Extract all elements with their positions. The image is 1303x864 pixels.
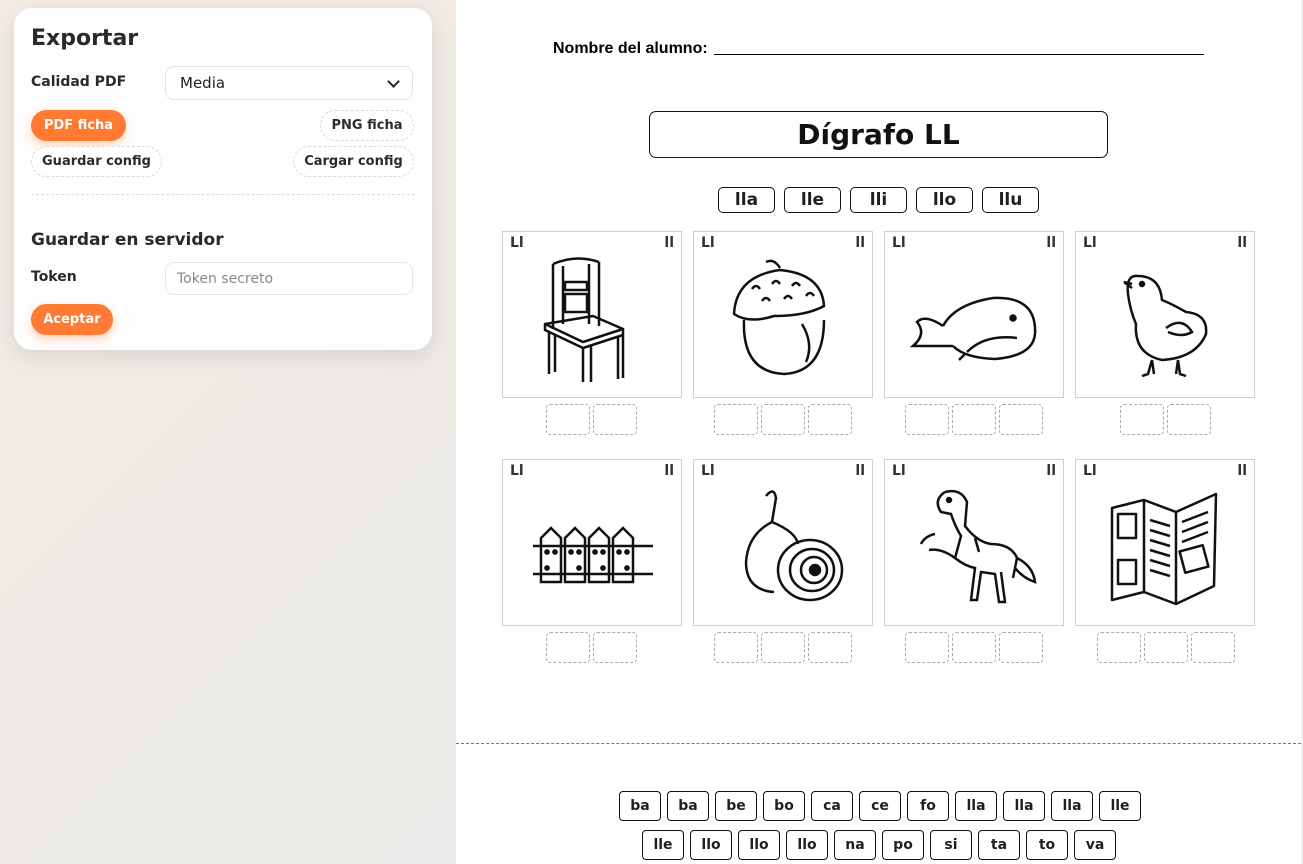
answer-boxes <box>905 632 1043 663</box>
uppercase-tag: Ll <box>892 235 906 251</box>
uppercase-tag: Ll <box>701 463 715 479</box>
letter-box[interactable] <box>999 404 1043 435</box>
uppercase-tag: Ll <box>1083 463 1097 479</box>
token-input[interactable] <box>165 262 413 295</box>
picture-card <box>884 231 1064 398</box>
accept-button[interactable]: Aceptar <box>31 304 113 335</box>
letter-box[interactable] <box>808 404 852 435</box>
letter-box[interactable] <box>905 404 949 435</box>
answer-boxes <box>1097 632 1235 663</box>
letter-box[interactable] <box>1144 632 1188 663</box>
answer-boxes <box>714 404 852 435</box>
letter-box[interactable] <box>1097 632 1141 663</box>
syllable-chip[interactable]: be <box>715 791 757 821</box>
syllable-chip: lla <box>718 187 775 213</box>
token-label: Token <box>31 269 77 285</box>
syllable-chip[interactable]: llo <box>738 830 780 860</box>
panel-divider <box>31 194 415 195</box>
quality-value: Media <box>180 74 226 92</box>
whale-icon <box>905 254 1045 389</box>
letter-box[interactable] <box>593 404 637 435</box>
lowercase-tag: ll <box>1046 463 1056 479</box>
load-config-button[interactable]: Cargar config <box>293 146 414 177</box>
worksheet <box>456 0 1301 864</box>
letter-box[interactable] <box>1167 404 1211 435</box>
syllable-chip[interactable]: si <box>930 830 972 860</box>
picture-card <box>502 459 682 626</box>
lowercase-tag: ll <box>1046 235 1056 251</box>
chair-icon <box>523 254 663 389</box>
letter-box[interactable] <box>546 632 590 663</box>
syllable-chip[interactable]: va <box>1074 830 1116 860</box>
lowercase-tag: ll <box>855 463 865 479</box>
syllable-chip[interactable]: lla <box>1003 791 1045 821</box>
export-panel <box>14 8 432 350</box>
letter-box[interactable] <box>1191 632 1235 663</box>
lowercase-tag: ll <box>664 463 674 479</box>
syllable-chip[interactable]: lla <box>1051 791 1093 821</box>
horse-icon <box>905 482 1045 617</box>
letter-box[interactable] <box>714 632 758 663</box>
chevron-down-icon <box>387 75 400 88</box>
syllable-chip: llo <box>916 187 973 213</box>
png-ficha-button[interactable]: PNG ficha <box>320 110 414 141</box>
lowercase-tag: ll <box>1237 463 1247 479</box>
letter-box[interactable] <box>952 632 996 663</box>
quality-select[interactable] <box>165 66 413 100</box>
syllable-chip[interactable]: ba <box>667 791 709 821</box>
student-name-line <box>714 54 1204 55</box>
letter-box[interactable] <box>761 404 805 435</box>
picture-card <box>1075 459 1255 626</box>
uppercase-tag: Ll <box>701 235 715 251</box>
letter-box[interactable] <box>761 632 805 663</box>
answer-boxes <box>714 632 852 663</box>
syllable-chip[interactable]: ta <box>978 830 1020 860</box>
uppercase-tag: Ll <box>510 463 524 479</box>
syllable-chip[interactable]: lle <box>642 830 684 860</box>
syllable-chip[interactable]: llo <box>690 830 732 860</box>
syllable-chip[interactable]: ce <box>859 791 901 821</box>
syllable-chip[interactable]: ba <box>619 791 661 821</box>
fence-icon <box>523 482 663 617</box>
lowercase-tag: ll <box>664 235 674 251</box>
syllable-chip[interactable]: llo <box>786 830 828 860</box>
syllable-chip[interactable]: lla <box>955 791 997 821</box>
quality-label: Calidad PDF <box>31 74 127 90</box>
answer-boxes <box>905 404 1043 435</box>
picture-card <box>693 459 873 626</box>
letter-box[interactable] <box>546 404 590 435</box>
letter-box[interactable] <box>905 632 949 663</box>
onion-icon <box>714 482 854 617</box>
cut-line <box>456 743 1301 744</box>
picture-card <box>693 231 873 398</box>
student-name-label: Nombre del alumno: <box>553 40 708 57</box>
letter-box[interactable] <box>714 404 758 435</box>
chick-icon <box>1096 254 1236 389</box>
letter-box[interactable] <box>999 632 1043 663</box>
letter-box[interactable] <box>808 632 852 663</box>
uppercase-tag: Ll <box>892 463 906 479</box>
answer-boxes <box>546 404 637 435</box>
uppercase-tag: Ll <box>1083 235 1097 251</box>
letter-box[interactable] <box>952 404 996 435</box>
pdf-ficha-button[interactable]: PDF ficha <box>31 110 126 141</box>
syllable-chip[interactable]: to <box>1026 830 1068 860</box>
save-config-button[interactable]: Guardar config <box>31 146 162 177</box>
acorn-icon <box>714 254 854 389</box>
brochure-icon <box>1096 482 1236 617</box>
syllable-chip[interactable]: ca <box>811 791 853 821</box>
syllable-chip: lli <box>850 187 907 213</box>
letter-box[interactable] <box>1120 404 1164 435</box>
syllable-chip: llu <box>982 187 1039 213</box>
picture-card <box>1075 231 1255 398</box>
server-title: Guardar en servidor <box>31 230 224 250</box>
syllable-chip[interactable]: fo <box>907 791 949 821</box>
chip-row-1 <box>619 791 1141 821</box>
chip-row-2 <box>642 830 1116 860</box>
syllable-chip[interactable]: lle <box>1099 791 1141 821</box>
syllable-chip[interactable]: bo <box>763 791 805 821</box>
syllable-row <box>718 187 1039 213</box>
syllable-chip: lle <box>784 187 841 213</box>
worksheet-title: Dígrafo LL <box>649 111 1108 158</box>
export-title: Exportar <box>31 26 139 51</box>
letter-box[interactable] <box>593 632 637 663</box>
token-placeholder: Token secreto <box>177 270 274 287</box>
picture-card <box>502 231 682 398</box>
syllable-chip[interactable]: po <box>882 830 924 860</box>
answer-boxes <box>1120 404 1211 435</box>
uppercase-tag: Ll <box>510 235 524 251</box>
syllable-chip[interactable]: na <box>834 830 876 860</box>
lowercase-tag: ll <box>855 235 865 251</box>
lowercase-tag: ll <box>1237 235 1247 251</box>
picture-card <box>884 459 1064 626</box>
answer-boxes <box>546 632 637 663</box>
